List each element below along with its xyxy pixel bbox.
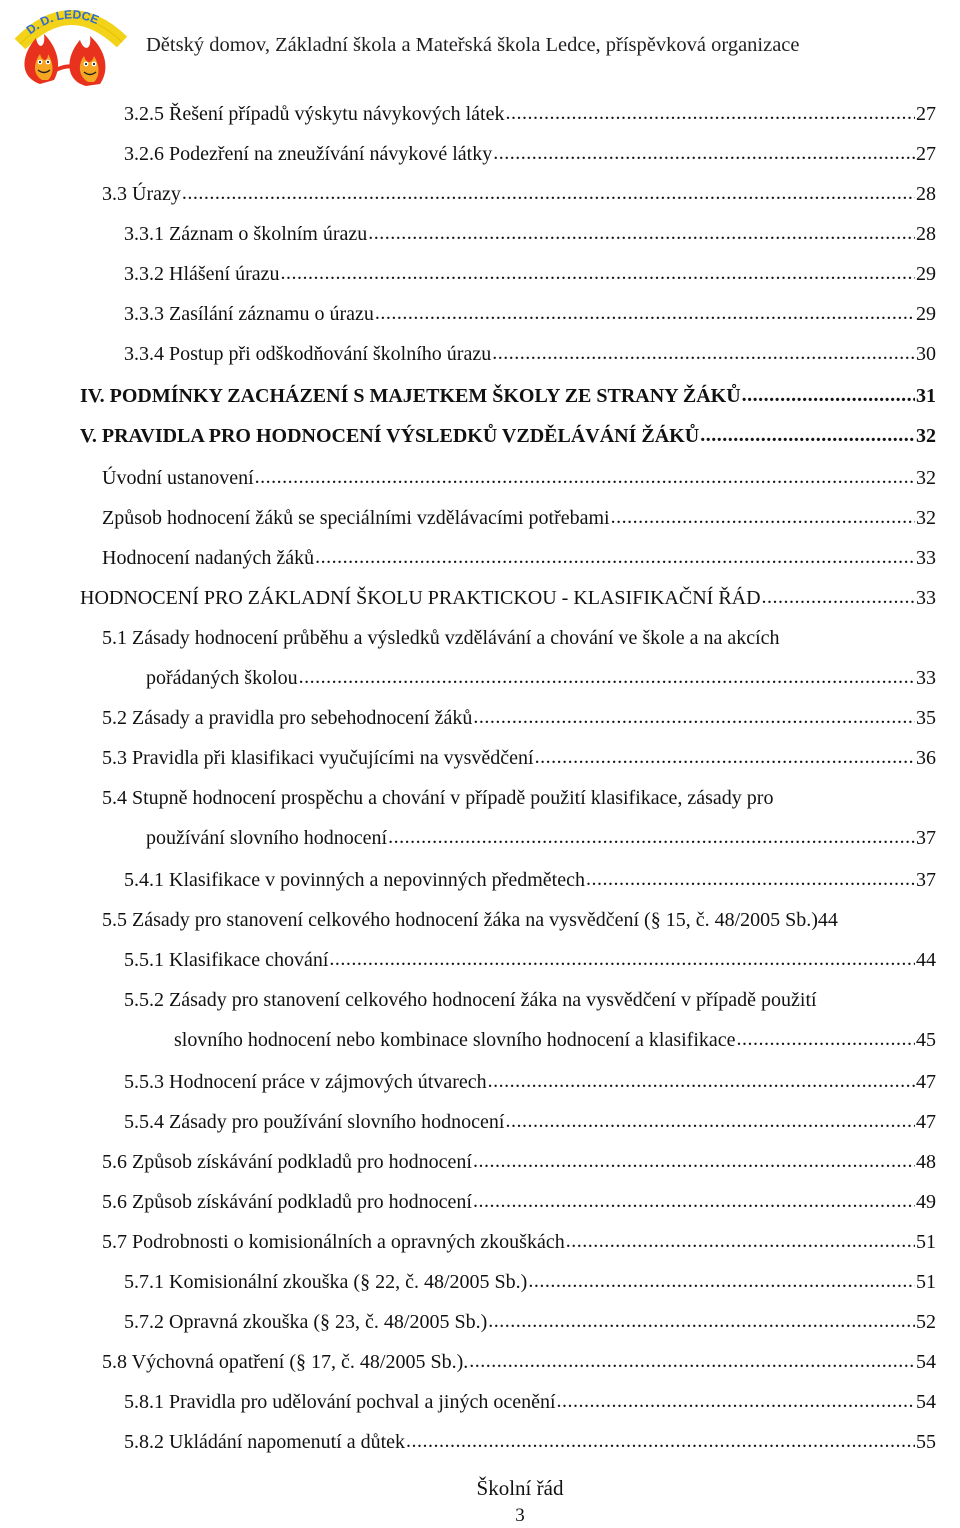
toc-entry[interactable] (102, 698, 936, 738)
toc-leader-dots (473, 1141, 915, 1181)
toc-entry[interactable] (102, 900, 936, 940)
toc-entry-label: 5.7 Podrobnosti o komisionálních a opravných zkouškách (102, 1231, 565, 1253)
toc-page-number: 32 (916, 467, 936, 489)
toc-page-number: 27 (916, 103, 936, 125)
toc-entry-label: 5.5 Zásady pro stanovení celkového hodnocení žáka na vysvědčení (§ 15, č. 48/2005 Sb.) (102, 909, 818, 931)
toc-leader-dots (488, 1301, 915, 1341)
toc-entry[interactable] (102, 738, 936, 778)
toc-entry-label: HODNOCENÍ PRO ZÁKLADNÍ ŠKOLU PRAKTICKOU - KLASIFIKAČNÍ ŘÁD (80, 587, 761, 609)
toc-entry[interactable] (102, 1342, 936, 1382)
toc-entry-label: 5.6 Způsob získávání podkladů pro hodnocení (102, 1191, 472, 1213)
toc-page-number: 36 (916, 747, 936, 769)
toc-leader-dots (493, 133, 915, 173)
toc-entry-label: V. PRAVIDLA PRO HODNOCENÍ VÝSLEDKŮ VZDĚLÁVÁNÍ ŽÁKŮ (80, 425, 700, 447)
footer-document-title: Školní řád (476, 1476, 564, 1500)
toc-page-number: 28 (916, 223, 936, 245)
toc-entry[interactable] (124, 1062, 936, 1102)
toc-entry-label: 5.2 Zásady a pravidla pro sebehodnocení žáků (102, 707, 473, 729)
toc-entry-label: 3.3.2 Hlášení úrazu (124, 263, 280, 285)
toc-page-number: 44 (817, 909, 838, 931)
toc-entry[interactable] (124, 1382, 936, 1422)
toc-entry[interactable] (124, 980, 936, 1060)
toc-entry-label: 5.1 Zásady hodnocení průběhu a výsledků vzdělávání a chování ve škole a na akcích (102, 627, 780, 649)
toc-page-number: 37 (916, 869, 936, 891)
toc-leader-dots (611, 497, 915, 537)
toc-page-number: 54 (916, 1351, 936, 1373)
toc-leader-dots (255, 457, 915, 497)
toc-entry-label-continued: slovního hodnocení nebo kombinace slovního hodnocení a klasifikace (174, 1029, 736, 1051)
toc-leader-dots (535, 737, 915, 777)
toc-page-number: 37 (916, 827, 936, 849)
toc-entry-label: Způsob hodnocení žáků se speciálními vzdělávacími potřebami (102, 507, 610, 529)
toc-entry-label: 3.2.6 Podezření na zneužívání návykové látky (124, 143, 493, 165)
toc-leader-dots (586, 859, 915, 899)
toc-leader-dots (737, 1019, 915, 1059)
toc-entry-label: 5.8.2 Ukládání napomenutí a důtek (124, 1431, 406, 1453)
toc-entry-chapter[interactable] (80, 376, 936, 416)
school-logo (10, 4, 130, 88)
toc-entry[interactable] (102, 1142, 936, 1182)
toc-entry-label-continued: používání slovního hodnocení (146, 827, 388, 849)
toc-page-number: 27 (916, 143, 936, 165)
toc-page-number: 52 (916, 1311, 936, 1333)
toc-page-number: 30 (916, 343, 936, 365)
toc-entry[interactable] (102, 174, 936, 214)
toc-leader-dots (388, 817, 915, 857)
toc-entry-label: Úvodní ustanovení (102, 467, 254, 489)
toc-page-number: 35 (916, 707, 936, 729)
toc-entry[interactable] (80, 578, 936, 618)
toc-page-number: 55 (916, 1431, 936, 1453)
toc-entry[interactable] (124, 254, 936, 294)
toc-entry[interactable] (102, 498, 936, 538)
toc-entry-label: 5.5.2 Zásady pro stanovení celkového hodnocení žáka na vysvědčení v případě použití (124, 989, 817, 1011)
toc-entry-label: 5.7.1 Komisionální zkouška (§ 22, č. 48/2005 Sb.) (124, 1271, 528, 1293)
toc-entry[interactable] (102, 778, 936, 858)
toc-page-number: 29 (916, 263, 936, 285)
toc-entry-chapter[interactable] (80, 416, 936, 456)
toc-page-number: 32 (916, 425, 936, 447)
toc-entry-label: 3.3.1 Záznam o školním úrazu (124, 223, 368, 245)
toc-leader-dots (473, 1181, 915, 1221)
toc-page-number: 48 (916, 1151, 936, 1173)
toc-entry[interactable] (124, 94, 936, 134)
toc-leader-dots (488, 1061, 915, 1101)
toc-leader-dots (299, 657, 915, 697)
toc-leader-dots (700, 415, 915, 455)
toc-leader-dots (506, 1101, 916, 1141)
toc-entry[interactable] (124, 860, 936, 900)
toc-page-number: 28 (916, 183, 936, 205)
toc-page-number: 51 (916, 1271, 936, 1293)
toc-entry-label: 5.5.3 Hodnocení práce v zájmových útvarech (124, 1071, 487, 1093)
toc-leader-dots (406, 1421, 915, 1461)
toc-entry[interactable] (124, 334, 936, 374)
toc-leader-dots (557, 1381, 915, 1421)
toc-leader-dots (742, 375, 915, 415)
footer-page-number: 3 (515, 1505, 525, 1526)
toc-page-number: 44 (916, 949, 936, 971)
toc-entry[interactable] (124, 134, 936, 174)
organization-name: Dětský domov, Základní škola a Mateřská škola Ledce, příspěvková organizace (146, 34, 800, 56)
toc-entry[interactable] (124, 1302, 936, 1342)
toc-leader-dots (375, 293, 915, 333)
toc-entry-label: 5.8 Výchovná opatření (§ 17, č. 48/2005 Sb.). (102, 1351, 469, 1373)
toc-leader-dots (315, 537, 915, 577)
toc-entry[interactable] (124, 214, 936, 254)
toc-entry[interactable] (102, 1182, 936, 1222)
toc-entry-label: 5.4 Stupně hodnocení prospěchu a chování v případě použití klasifikace, zásady pro (102, 787, 774, 809)
toc-page-number: 51 (916, 1231, 936, 1253)
toc-page-number: 32 (916, 507, 936, 529)
toc-leader-dots (469, 1341, 915, 1381)
svg-text:D. D. LEDCE: D. D. LEDCE (23, 7, 101, 38)
toc-entry[interactable] (102, 618, 936, 698)
toc-leader-dots (281, 253, 915, 293)
toc-entry[interactable] (102, 458, 936, 498)
toc-entry-label: 5.8.1 Pravidla pro udělování pochval a jiných ocenění (124, 1391, 556, 1413)
toc-entry-label: 5.7.2 Opravná zkouška (§ 23, č. 48/2005 Sb.) (124, 1311, 488, 1333)
toc-page-number: 49 (916, 1191, 936, 1213)
toc-leader-dots (566, 1221, 915, 1261)
toc-leader-dots (492, 333, 915, 373)
toc-page-number: 47 (916, 1071, 936, 1093)
toc-page-number: 33 (916, 547, 936, 569)
toc-leader-dots (528, 1261, 915, 1301)
toc-leader-dots (762, 577, 915, 617)
toc-entry-label: 3.3 Úrazy (102, 183, 181, 205)
toc-leader-dots (329, 939, 915, 979)
toc-entry[interactable] (124, 1262, 936, 1302)
toc-entry-label: 3.3.4 Postup při odškodňování školního úrazu (124, 343, 492, 365)
toc-page-number: 33 (916, 667, 936, 689)
toc-page-number: 33 (916, 587, 936, 609)
toc-entry-label: 5.6 Způsob získávání podkladů pro hodnocení (102, 1151, 472, 1173)
toc-entry-label: 5.3 Pravidla při klasifikaci vyučujícími na vysvědčení (102, 747, 534, 769)
toc-page-number: 54 (916, 1391, 936, 1413)
toc-entry-label: 5.5.4 Zásady pro používání slovního hodnocení (124, 1111, 505, 1133)
toc-entry[interactable] (124, 1102, 936, 1142)
toc-entry[interactable] (102, 1222, 936, 1262)
toc-entry-label: 5.5.1 Klasifikace chování (124, 949, 329, 971)
toc-page-number: 31 (916, 385, 936, 407)
toc-page-number: 45 (916, 1029, 936, 1051)
toc-entry-label: IV. PODMÍNKY ZACHÁZENÍ S MAJETKEM ŠKOLY ZE STRANY ŽÁKŮ (80, 385, 741, 407)
toc-entry[interactable] (102, 538, 936, 578)
page-header (0, 0, 960, 92)
toc-entry[interactable] (124, 1422, 936, 1462)
toc-entry-label: 5.4.1 Klasifikace v povinných a nepovinných předmětech (124, 869, 585, 891)
toc-leader-dots (182, 173, 915, 213)
toc-entry-label-continued: pořádaných školou (146, 667, 298, 689)
toc-page-number: 29 (916, 303, 936, 325)
toc-leader-dots (473, 697, 915, 737)
toc-entry[interactable] (124, 940, 936, 980)
toc-page-number: 47 (916, 1111, 936, 1133)
toc-entry-label: 3.2.5 Řešení případů výskytu návykových látek (124, 103, 505, 125)
toc-entry-label: 3.3.3 Zasílání záznamu o úrazu (124, 303, 374, 325)
toc-entry[interactable] (124, 294, 936, 334)
toc-leader-dots (368, 213, 915, 253)
toc-entry-label: Hodnocení nadaných žáků (102, 547, 315, 569)
toc-leader-dots (506, 93, 916, 133)
